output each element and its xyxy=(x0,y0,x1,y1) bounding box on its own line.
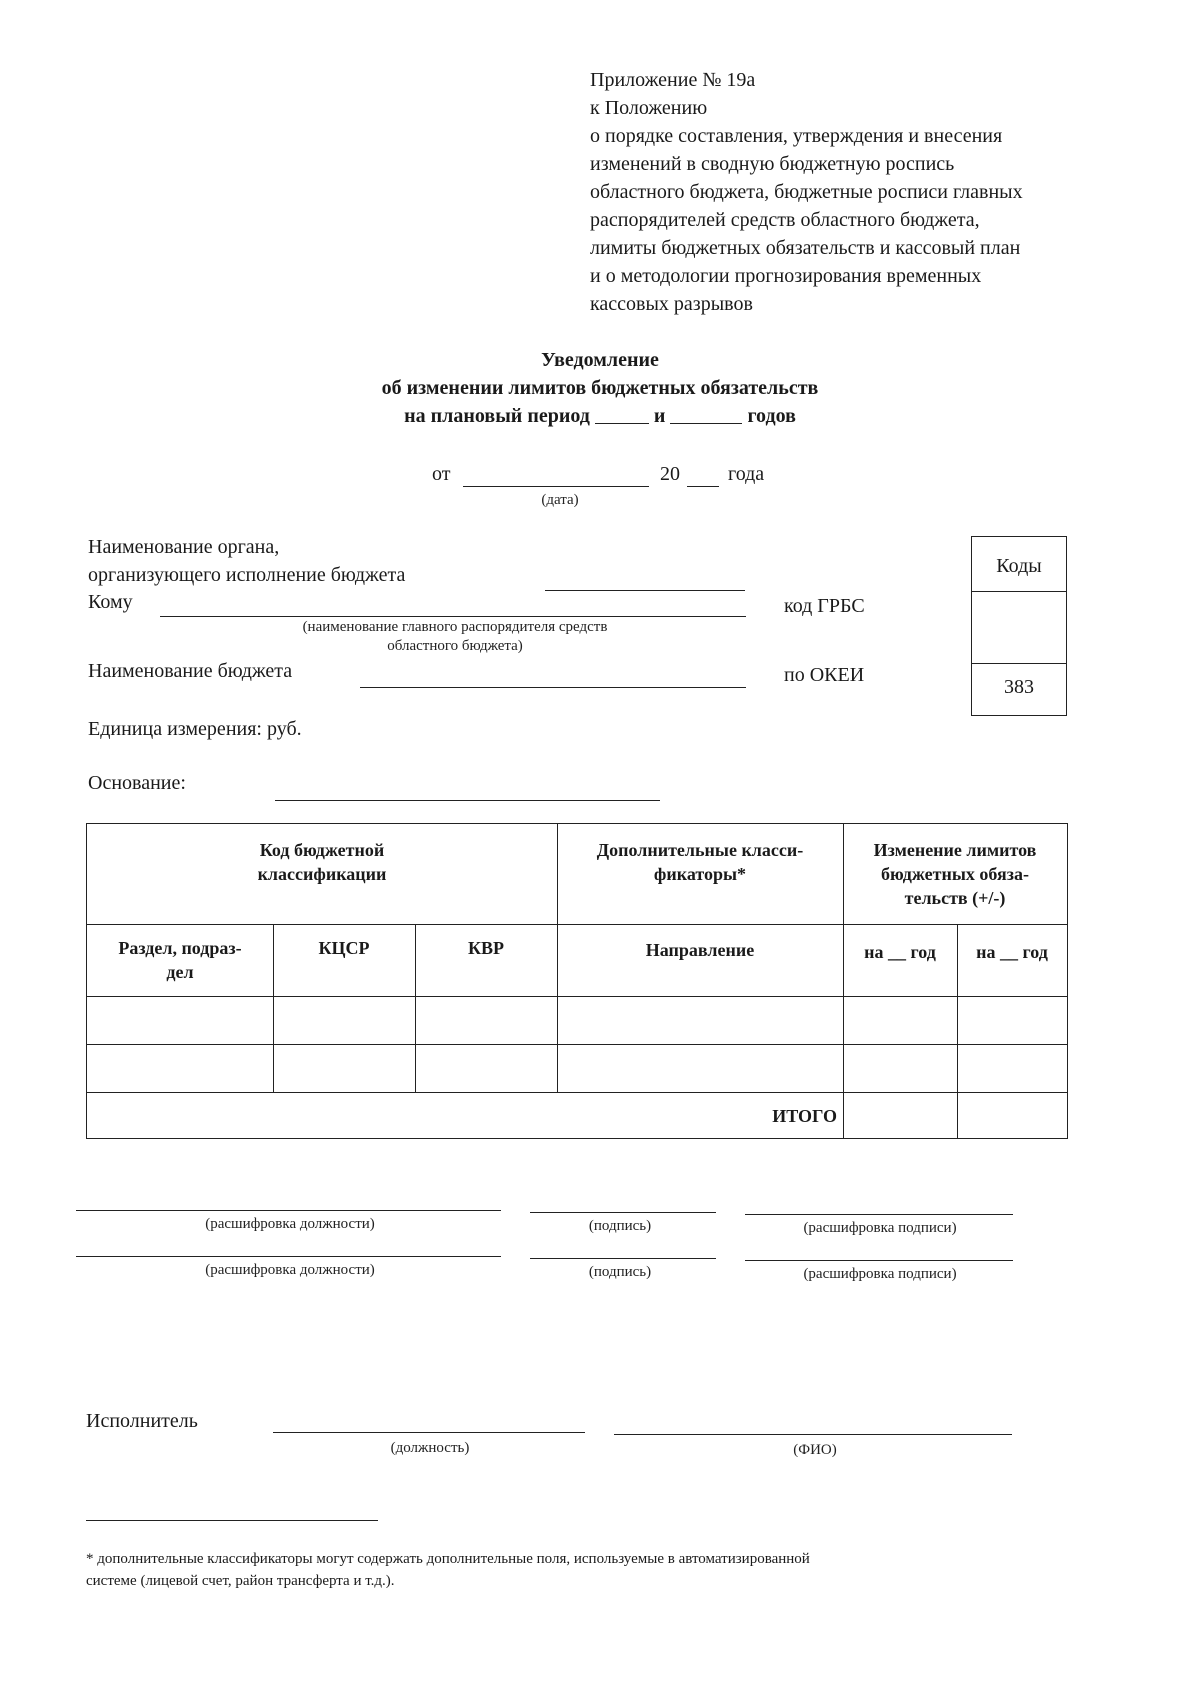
date-year-blank[interactable] xyxy=(687,486,719,487)
footnote xyxy=(86,1548,1076,1592)
col-header-napravlenie: Направление xyxy=(645,940,755,960)
period-year-1-blank[interactable] xyxy=(595,423,649,424)
signature-decode-caption-2: (расшифровка подписи) xyxy=(803,1266,957,1282)
signature-blank-2[interactable] xyxy=(530,1258,716,1259)
footnote-line-2: системе (лицевой счет, район трансферта и т.д.). xyxy=(86,1573,395,1589)
appendix-line: о порядке составления, утверждения и внесения xyxy=(590,125,1003,147)
position-blank-2[interactable] xyxy=(76,1256,501,1257)
organ-label-line-1: Наименование органа, xyxy=(88,536,280,558)
appendix-line: к Положению xyxy=(590,97,708,119)
position-caption-2: (расшифровка должности) xyxy=(205,1262,375,1278)
executor-fio-caption: (ФИО) xyxy=(793,1442,837,1458)
appendix-line: Приложение № 19а xyxy=(590,69,756,91)
title-line-3 xyxy=(250,402,950,430)
total-label: ИТОГО xyxy=(772,1106,837,1126)
col-header-year-2: на __ год xyxy=(976,942,1048,962)
signature-caption-2: (подпись) xyxy=(588,1264,652,1280)
codes-divider xyxy=(972,591,1066,592)
date-suffix: года xyxy=(728,463,765,485)
signature-caption-1: (подпись) xyxy=(588,1218,652,1234)
komu-blank[interactable] xyxy=(160,616,746,617)
title-line-2: об изменении лимитов бюджетных обязательств xyxy=(381,377,819,399)
col-header-razdel: Раздел, подраз- дел xyxy=(118,938,242,982)
appendix-reference xyxy=(590,66,1150,318)
date-blank[interactable] xyxy=(463,486,649,487)
title-years-label: годов xyxy=(747,405,796,427)
date-year-prefix: 20 xyxy=(660,463,680,485)
budget-name-label: Наименование бюджета xyxy=(88,660,293,682)
position-blank-1[interactable] xyxy=(76,1210,501,1211)
komu-label: Кому xyxy=(88,591,133,613)
grid-line xyxy=(87,996,1067,997)
unit-label: Единица измерения: руб. xyxy=(88,718,302,740)
signature-decode-caption-1: (расшифровка подписи) xyxy=(803,1220,957,1236)
date-caption: (дата) xyxy=(541,492,579,508)
title-period-label: на плановый период xyxy=(404,405,590,427)
basis-blank[interactable] xyxy=(275,800,660,801)
organ-label-line-2: организующего исполнение бюджета xyxy=(88,564,406,586)
komu-caption-line-2: областного бюджета) xyxy=(387,638,523,654)
appendix-line: и о методологии прогнозирования временных xyxy=(590,265,982,287)
appendix-line: кассовых разрывов xyxy=(590,293,753,315)
appendix-line: областного бюджета, бюджетные росписи главных xyxy=(590,181,1023,203)
signature-decode-blank-1[interactable] xyxy=(745,1214,1013,1215)
appendix-line: распорядителей средств областного бюджета, xyxy=(590,209,980,231)
limits-table xyxy=(86,823,1068,1139)
organ-name-blank[interactable] xyxy=(545,590,745,591)
okei-code-value: 383 xyxy=(1004,676,1034,698)
executor-position-blank[interactable] xyxy=(273,1432,585,1433)
basis-label: Основание: xyxy=(88,772,186,794)
header-additional-classifiers: Дополнительные класси- фикаторы* xyxy=(596,840,804,884)
appendix-line: лимиты бюджетных обязательств и кассовый план xyxy=(590,237,1021,259)
document-title xyxy=(250,346,950,430)
title-and: и xyxy=(653,405,666,427)
grid-line xyxy=(87,924,1067,925)
budget-name-blank[interactable] xyxy=(360,687,746,688)
executor-position-caption: (должность) xyxy=(390,1440,470,1456)
appendix-line: изменений в сводную бюджетную роспись xyxy=(590,153,955,175)
header-budget-classification: Код бюджетной классификации xyxy=(257,840,387,884)
signature-blank-1[interactable] xyxy=(530,1212,716,1213)
footnote-line-1: * дополнительные классификаторы могут содержать дополнительные поля, используемые в автоматизированной xyxy=(86,1551,810,1567)
executor-label: Исполнитель xyxy=(86,1410,198,1432)
col-header-year-1: на __ год xyxy=(864,942,936,962)
date-prefix: от xyxy=(432,463,451,485)
position-caption-1: (расшифровка должности) xyxy=(205,1216,375,1232)
grid-line xyxy=(87,1044,1067,1045)
footnote-separator xyxy=(86,1520,378,1521)
grid-line xyxy=(87,1092,1067,1093)
codes-divider xyxy=(972,663,1066,664)
executor-fio-blank[interactable] xyxy=(614,1434,1012,1435)
col-header-kvr: КВР xyxy=(467,938,505,958)
period-year-2-blank[interactable] xyxy=(670,423,742,424)
col-header-kcsr: КЦСР xyxy=(318,938,370,958)
codes-box xyxy=(971,536,1067,716)
grbs-code-label: код ГРБС xyxy=(784,595,865,617)
codes-header: Коды xyxy=(996,555,1042,577)
signature-decode-blank-2[interactable] xyxy=(745,1260,1013,1261)
title-line-1: Уведомление xyxy=(541,349,659,371)
komu-caption-line-1: (наименование главного распорядителя средств xyxy=(302,619,608,635)
okei-code-label: по ОКЕИ xyxy=(784,664,865,686)
header-limits-change: Изменение лимитов бюджетных обяза- тельств (+/-) xyxy=(873,840,1037,908)
